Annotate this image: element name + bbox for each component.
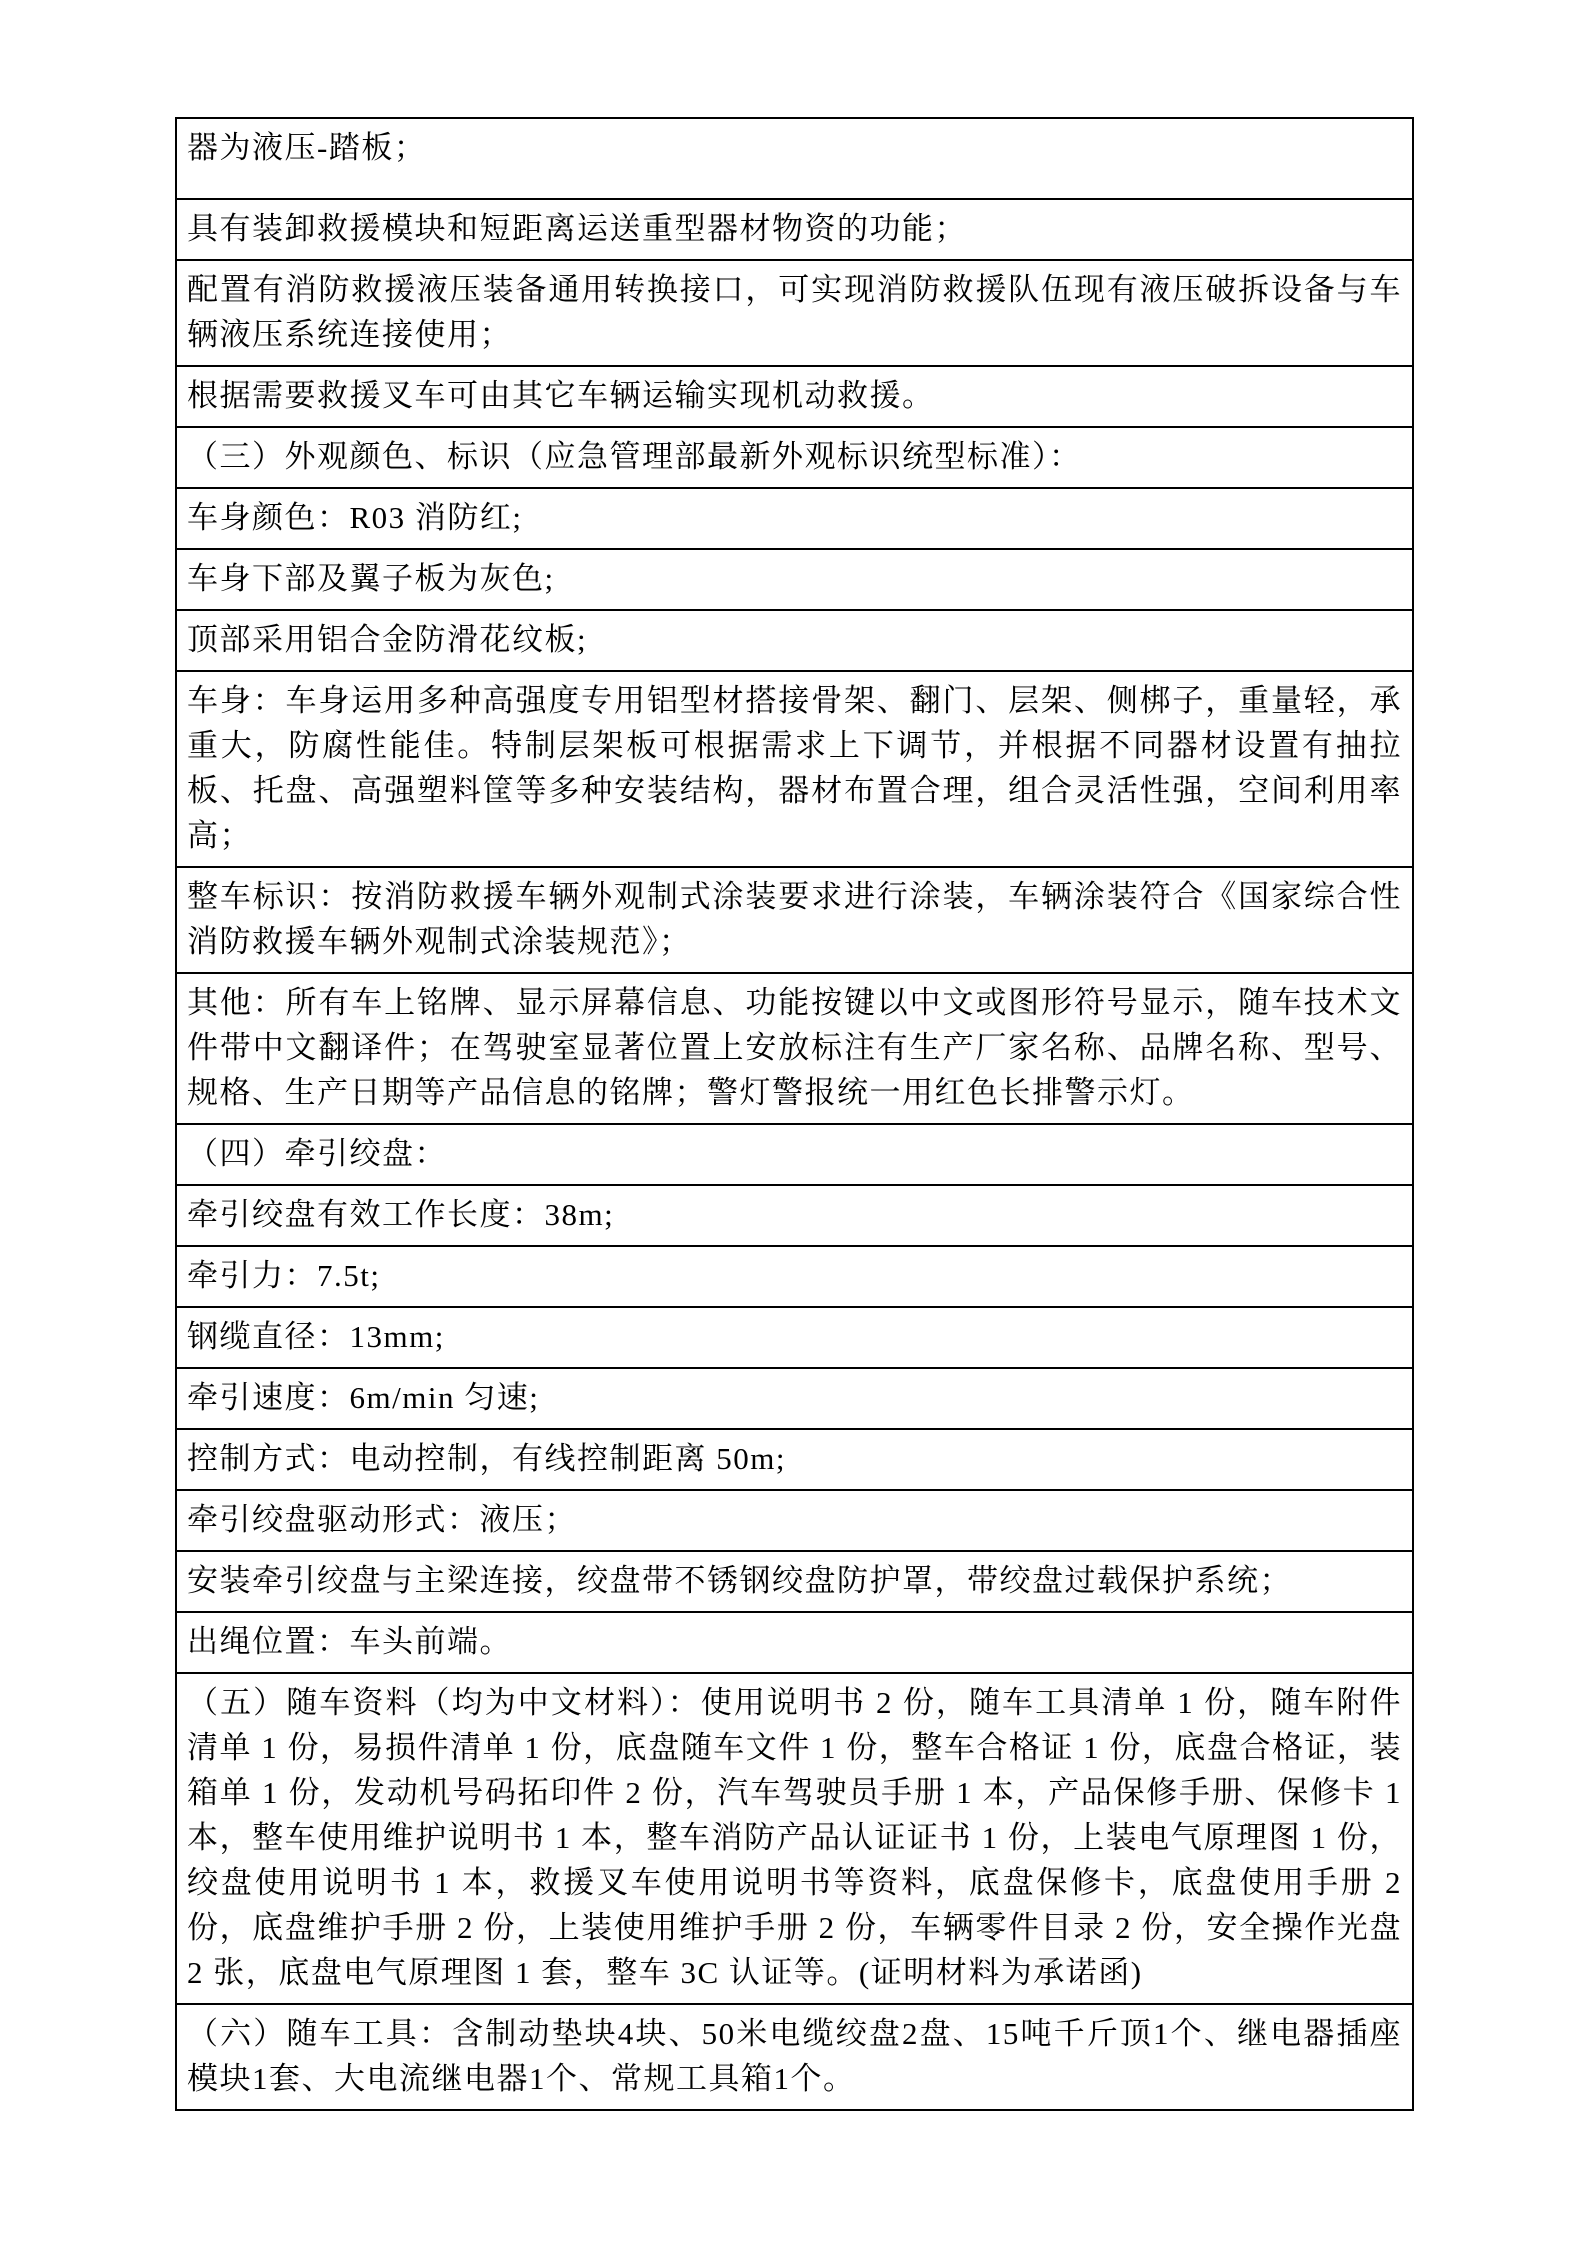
table-row (176, 1551, 1413, 1612)
table-row-section-heading (176, 1673, 1413, 2004)
spec-cell: 牵引力：7.5t; (176, 1246, 1413, 1307)
spec-table-body (176, 118, 1413, 2110)
spec-cell: （四）牵引绞盘： (176, 1124, 1413, 1185)
table-row (176, 549, 1413, 610)
table-row-section-heading (176, 427, 1413, 488)
table-row (176, 118, 1413, 199)
table-row-section-heading (176, 1124, 1413, 1185)
table-row (176, 1368, 1413, 1429)
table-row (176, 1246, 1413, 1307)
spec-cell: 根据需要救援叉车可由其它车辆运输实现机动救援。 (176, 366, 1413, 427)
table-row (176, 1429, 1413, 1490)
spec-cell: 整车标识：按消防救援车辆外观制式涂装要求进行涂装，车辆涂装符合《国家综合性消防救援车辆外观制式涂装规范》； (176, 867, 1413, 973)
spec-cell: 其他：所有车上铭牌、显示屏幕信息、功能按键以中文或图形符号显示，随车技术文件带中文翻译件；在驾驶室显著位置上安放标注有生产厂家名称、品牌名称、型号、规格、生产日期等产品信息的铭牌；警灯警报统一用红色长排警示灯。 (176, 973, 1413, 1124)
spec-cell: 车身下部及翼子板为灰色; (176, 549, 1413, 610)
spec-cell: （六）随车工具：含制动垫块4块、50米电缆绞盘2盘、15吨千斤顶1个、继电器插座模块1套、大电流继电器1个、常规工具箱1个。 (176, 2004, 1413, 2110)
table-row (176, 671, 1413, 867)
spec-cell: 牵引速度：6m/min 匀速; (176, 1368, 1413, 1429)
table-row (176, 973, 1413, 1124)
spec-cell: 牵引绞盘驱动形式：液压； (176, 1490, 1413, 1551)
spec-cell: 车身颜色：R03 消防红; (176, 488, 1413, 549)
spec-cell: 具有装卸救援模块和短距离运送重型器材物资的功能； (176, 199, 1413, 260)
table-row (176, 1612, 1413, 1673)
table-row (176, 199, 1413, 260)
spec-cell: 车身：车身运用多种高强度专用铝型材搭接骨架、翻门、层架、侧梆子，重量轻，承重大，防腐性能佳。特制层架板可根据需求上下调节，并根据不同器材设置有抽拉板、托盘、高强塑料筐等多种安装结构，器材布置合理，组合灵活性强，空间利用率高； (176, 671, 1413, 867)
spec-cell: 器为液压-踏板； (176, 118, 1413, 199)
spec-cell: 控制方式：电动控制，有线控制距离 50m; (176, 1429, 1413, 1490)
table-row (176, 1307, 1413, 1368)
table-row (176, 488, 1413, 549)
spec-cell: 安装牵引绞盘与主梁连接，绞盘带不锈钢绞盘防护罩，带绞盘过载保护系统； (176, 1551, 1413, 1612)
spec-cell: （三）外观颜色、标识（应急管理部最新外观标识统型标准）： (176, 427, 1413, 488)
table-row (176, 610, 1413, 671)
spec-cell: 顶部采用铝合金防滑花纹板; (176, 610, 1413, 671)
table-row (176, 260, 1413, 366)
spec-cell: 钢缆直径：13mm; (176, 1307, 1413, 1368)
table-row (176, 867, 1413, 973)
spec-cell: 配置有消防救援液压装备通用转换接口，可实现消防救援队伍现有液压破拆设备与车辆液压系统连接使用； (176, 260, 1413, 366)
spec-table (175, 117, 1414, 2111)
spec-cell: 牵引绞盘有效工作长度：38m; (176, 1185, 1413, 1246)
table-row (176, 1490, 1413, 1551)
table-row-section-heading (176, 2004, 1413, 2110)
spec-cell: 出绳位置：车头前端。 (176, 1612, 1413, 1673)
table-row (176, 1185, 1413, 1246)
table-row (176, 366, 1413, 427)
spec-cell: （五）随车资料（均为中文材料）：使用说明书 2 份，随车工具清单 1 份，随车附件清单 1 份，易损件清单 1 份，底盘随车文件 1 份，整车合格证 1 份，底盘合格证，装箱单 1 份，发动机号码拓印件 2 份，汽车驾驶员手册 1 本，产品保修手册、保修卡 1 本，整车使用维护说明书 1 本，整车消防产品认证证书 1 份，上装电气原理图 1 份，绞盘使用说明书 1 本，救援叉车使用说明书等资料，底盘保修卡，底盘使用手册 2 份，底盘维护手册 2 份，上装使用维护手册 2 份，车辆零件目录 2 份，安全操作光盘 2 张，底盘电气原理图 1 套，整车 3C 认证等。(证明材料为承诺函) (176, 1673, 1413, 2004)
